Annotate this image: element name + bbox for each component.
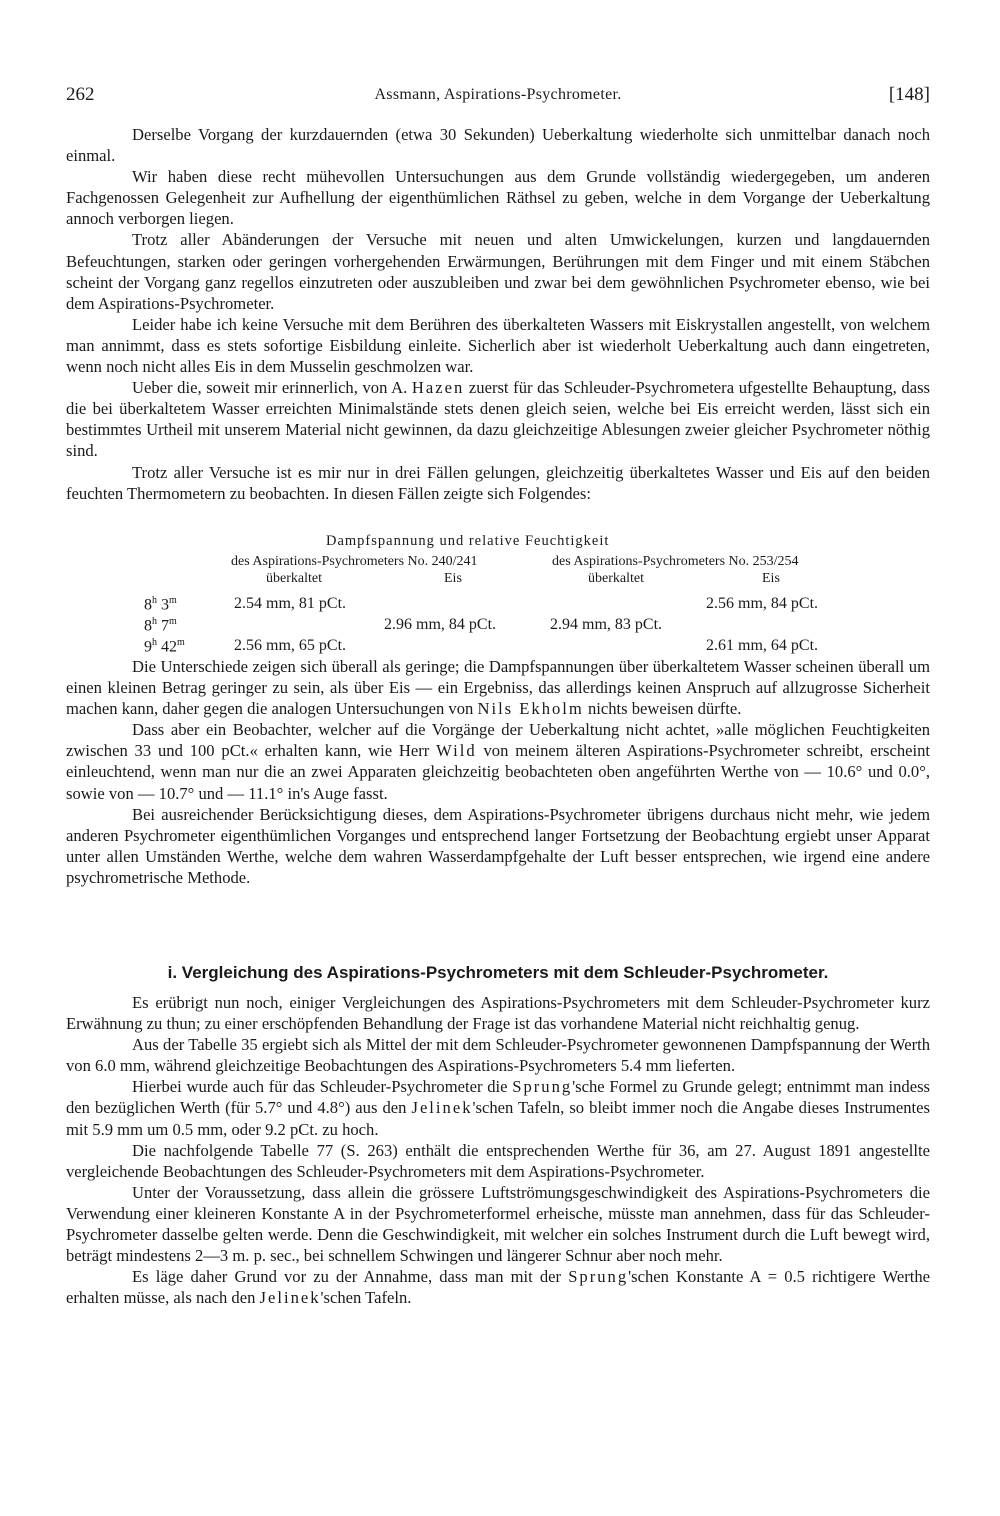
table-column-header: Eis [762,571,780,586]
text-block-lower [66,992,930,1308]
paragraph-text: Es läge daher Grund vor zu der Annahme, dass man mit der [132,1267,569,1287]
paragraph-text: zuerst für das Schleuder-Psychrometera ufgestellte Behauptung, dass die bei überkaltetem Wasser erreichten Minimalstände stets denen gleich seien, welche bei Eis erreicht werden, lässt sich ein bestimmtes Urtheil mit unserem Material nicht gewinnen, da dazu gleichzeitige Ablesungen zweier gleicher Psychrometer nöthig sind. [66,378,930,461]
paragraph: Die nachfolgende Tabelle 77 (S. 263) enthält die entsprechenden Werthe für 36, am 27. August 1891 angestellte vergleichende Beobachtungen des Schleuder-Psychrometers mit dem Aspirations-Psychrometer. [66,1140,930,1181]
paragraph [66,719,930,803]
paragraph: Leider habe ich keine Versuche mit dem Berühren des überkalteten Wassers mit Eiskrystallen angestellt, von welchem man annimmt, dass es stets sofortige Eisbildung einleite. Sicherlich aber ist wiederholt Ueberkaltung auch dann eingetreten, wenn noch nicht alles Eis in dem Musselin geschmolzen war. [66,314,930,377]
table-column-header: überkaltet [266,571,322,586]
minute-value: 3 [161,596,169,614]
page-number: 262 [66,84,95,105]
table-cell: 2.54 mm, 81 pCt. [234,595,347,612]
author-name: Hazen [411,378,465,398]
section-number: [148] [888,84,930,105]
paragraph-text: von meinem älteren Aspirations-Psychrometer schreibt, erscheint einleuchtend, wenn man nur die an zwei Apparaten gleichzeitig beobachteten oben angeführten Werthe von — 10.6° und 0.0°, sowie von — 10.7° und — 11.1° in's Auge fasst. [66,741,930,803]
paragraph-text: 'sche Formel zu Grunde gelegt; entnimmt man indess den bezüglichen Werth (für 5.7° und 4.8°) aus den [66,1077,930,1118]
table-title: Dampfspannung und relative Feuchtigkeit [326,533,610,549]
paragraph-text: Dass aber ein Beobachter, welcher auf die Vorgänge der Ueberkaltung nicht achtet, »alle möglichen Feuchtigkeiten zwischen 33 und 100 pCt.« erhalten kann, wie Herr [66,720,930,761]
paragraph [66,656,930,719]
paragraph: Bei ausreichender Berücksichtigung dieses, dem Aspirations-Psychrometer übrigens durchaus nicht mehr, wie jedem anderen Psychrometer eigenthümlichen Vorganges und entsprechend langer Fortsetzung der Beobachtung ergiebt unser Apparat unter allen Umständen Werthe, welche dem wahren Wasserdampfgehalte der Luft besser entsprechen, wie irgend eine andere psychrometrische Methode. [66,804,930,887]
table-cell: 2.56 mm, 65 pCt. [234,637,347,654]
paragraph: Derselbe Vorgang der kurzdauernden (etwa 30 Sekunden) Ueberkaltung wiederholte sich unmittelbar danach noch einmal. [66,125,930,166]
table-column-header: überkaltet [588,571,644,586]
paragraph: Aus der Tabelle 35 ergiebt sich als Mittel der mit dem Schleuder-Psychrometer gewonnenen Dampfspannung der Werth von 6.0 mm, während gleichzeitige Beobachtungen des Aspirations-Psychrometers 5.4 mm lieferten. [66,1035,930,1076]
author-name: Wild [436,741,477,761]
table-cell: 2.61 mm, 64 pCt. [706,637,819,654]
paragraph-text: 'schen Tafeln, so bleibt immer noch die Angabe dieses Instrumentes mit 5.9 mm um 0.5 mm, oder 9.2 pCt. zu hoch. [66,1098,930,1139]
paragraph: Unter der Voraussetzung, dass allein die grössere Luftströmungsgeschwindigkeit des Aspirations-Psychrometers die Verwendung einer kleineren Konstante A in der Psychrometerformel erheische, müsste man annehmen, dass für das Schleuder-Psychrometer dasselbe gelten werde. Denn die Geschwindigkeit, mit welcher ein solches Instrument durch die Luft bewegt wird, beträgt mindestens 2—3 m. p. sec., bei schnellem Schwingen und längerer Schnur aber noch mehr. [66,1182,930,1266]
table-group-header: des Aspirations-Psychrometers No. 240/241 [231,554,478,569]
paragraph-text: 'schen Tafeln. [320,1288,412,1308]
paragraph: Es erübrigt nun noch, einiger Vergleichungen des Aspirations-Psychrometers mit dem Schleuder-Psychrometer kurz Erwähnung zu thun; zu einer erschöpfenden Behandlung der Frage ist das vorhandene Material nicht reichhaltig genug. [66,993,930,1034]
text-block-upper [66,124,930,504]
table-cell: 2.56 mm, 84 pCt. [706,595,819,612]
paragraph: Trotz aller Versuche ist es mir nur in drei Fällen gelungen, gleichzeitig überkaltetes Wasser und Eis auf den beiden feuchten Thermometern zu beobachten. In diesen Fällen zeigte sich Folgendes: [66,462,930,503]
table-cell: 2.94 mm, 83 pCt. [550,616,663,633]
paragraph-text: 'schen Konstante A = 0.5 richtigere Werthe erhalten müsse, als nach den [66,1267,931,1308]
table-time-cell: 8$^h$ 7$^m$ [144,616,177,635]
section-heading: i. Vergleichung des Aspirations-Psychrometers mit dem Schleuder-Psychrometer. [167,963,829,982]
minute-value: 42 [161,638,177,656]
table-cell: 2.96 mm, 84 pCt. [384,616,497,633]
table-group-header: des Aspirations-Psychrometers No. 253/254 [552,554,799,569]
paragraph: Wir haben diese recht mühevollen Untersuchungen aus dem Grunde vollständig wiedergegeben, um anderen Fachgenossen Gelegenheit zur Aufhellung der eigenthümlichen Räthsel zu geben, welche in dem Vorgange der Ueberkaltung annoch verborgen liegen. [66,167,930,229]
table-column-header: Eis [444,571,462,586]
table-time-cell: 9$^h$ 42$^m$ [144,637,185,656]
vapour-pressure-table [66,533,930,657]
author-name: Sprung [512,1077,573,1097]
paragraph [66,1076,930,1139]
text-block-middle [66,656,930,888]
hour-value: 9 [144,638,152,656]
page-header [66,84,930,110]
author-name: Jelinek [411,1098,473,1118]
author-name: Sprung [568,1267,629,1287]
paragraph-text: Ueber die, soweit mir erinnerlich, von A. [132,378,412,398]
author-name: Nils Ekholm [477,699,584,719]
running-title: Assmann, Aspirations-Psychrometer. [374,86,622,103]
paragraph [66,1266,930,1308]
paragraph-text: Die Unterschiede zeigen sich überall als geringe; die Dampfspannungen über überkaltetem Wasser scheinen überall um einen kleinen Betrag geringer zu sein, als über Eis — ein Ergebniss, das allerdings keinen Anspruch auf allzugrosse Sicherheit machen kann, daher gegen die analogen Untersuchungen von [66,657,930,719]
paragraph [66,377,930,461]
table-time-cell: 8$^h$ 3$^m$ [144,595,177,614]
paragraph-text: nichts beweisen dürfte. [583,699,742,719]
paragraph-text: Hierbei wurde auch für das Schleuder-Psychrometer die [132,1077,513,1097]
author-name: Jelinek [259,1288,321,1308]
hour-value: 8 [144,617,152,635]
paragraph: Trotz aller Abänderungen der Versuche mit neuen und alten Umwickelungen, kurzen und langdauernden Befeuchtungen, starken oder geringen vorhergehenden Erwärmungen, Berührungen mit dem Finger und mit einem Stäbchen scheint der Vorgang ganz regellos einzutreten oder auszubleiben und zwar bei dem gewöhnlichen Psychrometer ebenso, wie bei dem Aspirations-Psychrometer. [66,230,930,313]
minute-value: 7 [161,617,169,635]
hour-value: 8 [144,596,152,614]
